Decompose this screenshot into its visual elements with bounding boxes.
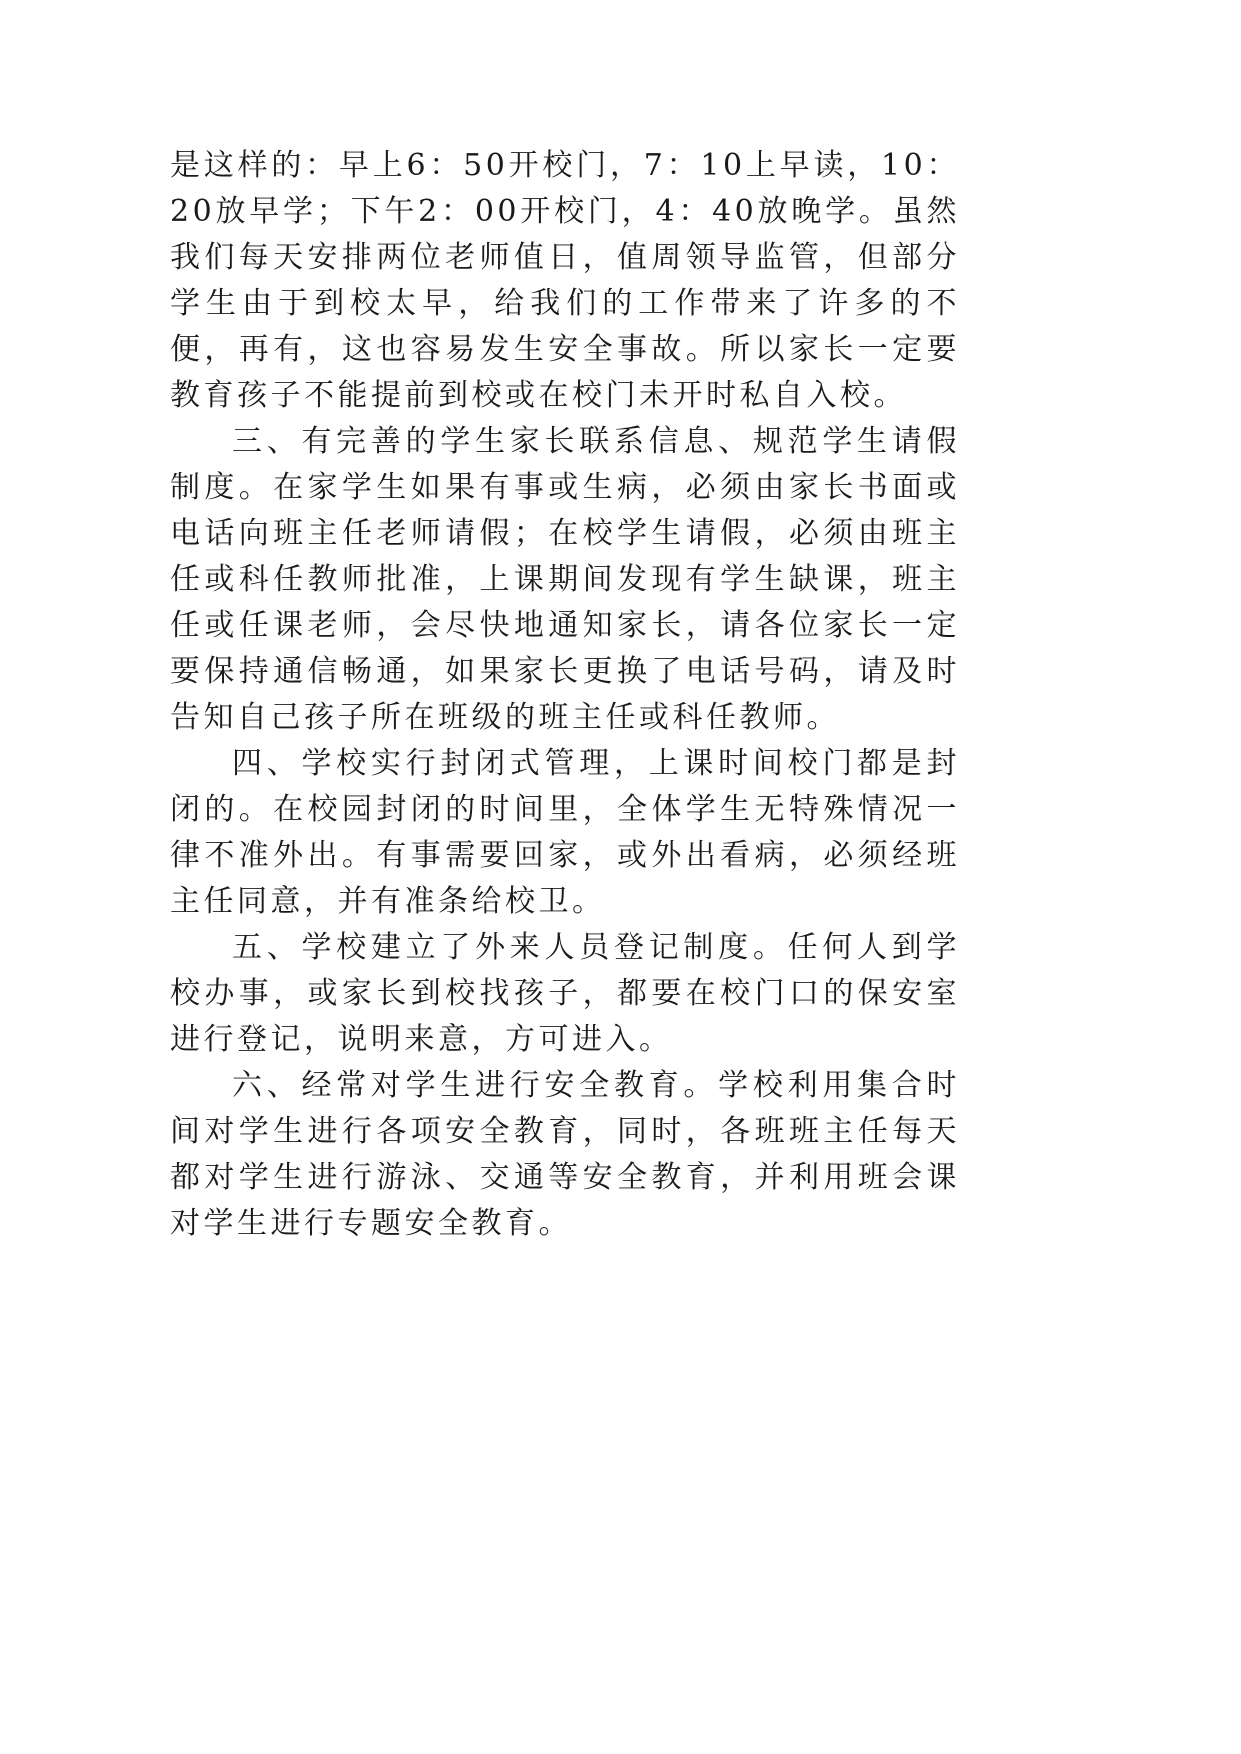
document-body — [170, 143, 960, 1247]
paragraph-visitor-registration: 五、学校建立了外来人员登记制度。任何人到学校办事，或家长到校找孩子，都要在校门口的保安室进行登记，说明来意，方可进入。 — [170, 930, 960, 1057]
paragraph-school-gate-schedule: 是这样的：早上6：50开校门，7：10上早读，10：20放早学；下午2：00开校门，4：40放晚学。虽然我们每天安排两位老师值日，值周领导监管，但部分学生由于到校太早，给我们的工作带来了许多的不便，再有，这也容易发生安全事故。所以家长一定要教育孩子不能提前到校或在校门未开时私自入校。 — [170, 148, 960, 413]
paragraph-safety-education: 六、经常对学生进行安全教育。学校利用集合时间对学生进行各项安全教育，同时，各班班主任每天都对学生进行游泳、交通等安全教育，并利用班会课对学生进行专题安全教育。 — [170, 1068, 960, 1241]
paragraph-closed-management: 四、学校实行封闭式管理，上课时间校门都是封闭的。在校园封闭的时间里，全体学生无特殊情况一律不准外出。有事需要回家，或外出看病，必须经班主任同意，并有准条给校卫。 — [170, 746, 960, 919]
paragraph-leave-policy: 三、有完善的学生家长联系信息、规范学生请假制度。在家学生如果有事或生病，必须由家长书面或电话向班主任老师请假；在校学生请假，必须由班主任或科任教师批准，上课期间发现有学生缺课，班主任或任课老师，会尽快地通知家长，请各位家长一定要保持通信畅通，如果家长更换了电话号码，请及时告知自己孩子所在班级的班主任或科任教师。 — [170, 424, 960, 735]
